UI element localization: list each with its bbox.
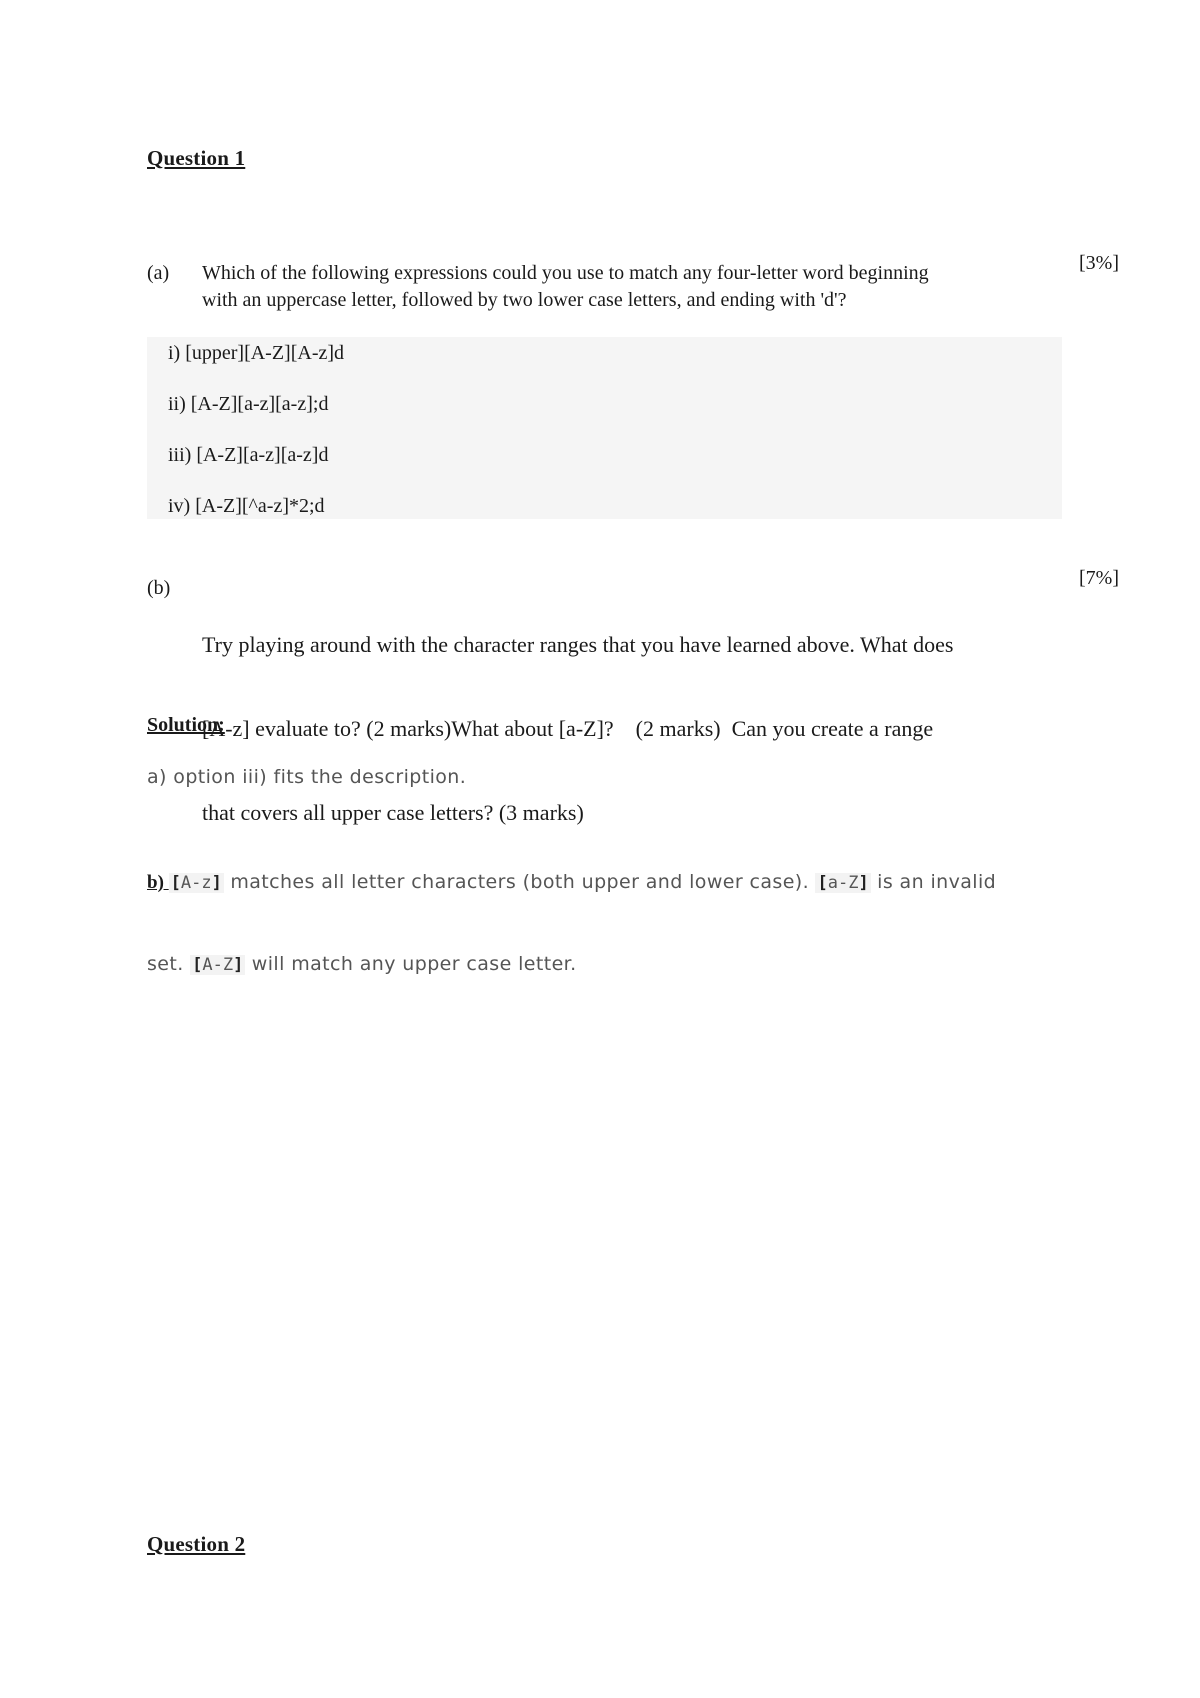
part-a-options-box xyxy=(147,337,1062,519)
part-a-question-line-2: with an uppercase letter, followed by two lower case letters, and ending with 'd'? xyxy=(202,289,847,311)
code-a-z-upper: [A-Z] xyxy=(192,955,244,975)
part-a-marks: [3%] xyxy=(1079,252,1119,274)
part-b-question-line-1: Try playing around with the character ranges that you have learned above. What does xyxy=(202,632,954,657)
solution-answer-b-line-1: b) [A-z] matches all letter characters (both upper and lower case). [a-Z] is an invalid xyxy=(147,871,997,893)
part-a-label: (a) xyxy=(147,262,170,284)
option-i: i) [upper][A-Z][A-z]d xyxy=(168,342,345,364)
solution-heading: Solution: xyxy=(147,714,225,736)
part-b-marks: [7%] xyxy=(1079,567,1119,589)
option-iv: iv) [A-Z][^a-z]*2;d xyxy=(168,495,325,517)
part-b-question-line-2: [A-z] evaluate to? (2 marks)What about [a-Z]? (2 marks) Can you create a range xyxy=(202,716,934,741)
part-b-question-line-3: that covers all upper case letters? (3 marks) xyxy=(202,800,584,825)
code-a-z-mixed: [A-z] xyxy=(170,873,222,893)
part-a-question xyxy=(202,260,1062,314)
solution-answer-b xyxy=(147,815,1047,1006)
question-1-heading: Question 1 xyxy=(147,146,246,170)
code-a-z-invalid: [a-Z] xyxy=(817,873,869,893)
option-iii: iii) [A-Z][a-z][a-z]d xyxy=(168,444,329,466)
part-b-question xyxy=(202,575,1082,855)
part-b-label: (b) xyxy=(147,577,171,599)
solution-b-label: b) xyxy=(147,872,169,893)
option-ii: ii) [A-Z][a-z][a-z];d xyxy=(168,393,329,415)
solution-answer-b-line-2: set. [A-Z] will match any upper case letter. xyxy=(147,953,577,975)
part-a-question-line-1: Which of the following expressions could you use to match any four-letter word beginning xyxy=(202,262,929,284)
question-2-heading: Question 2 xyxy=(147,1532,246,1556)
solution-answer-a: a) option iii) fits the description. xyxy=(147,766,467,788)
